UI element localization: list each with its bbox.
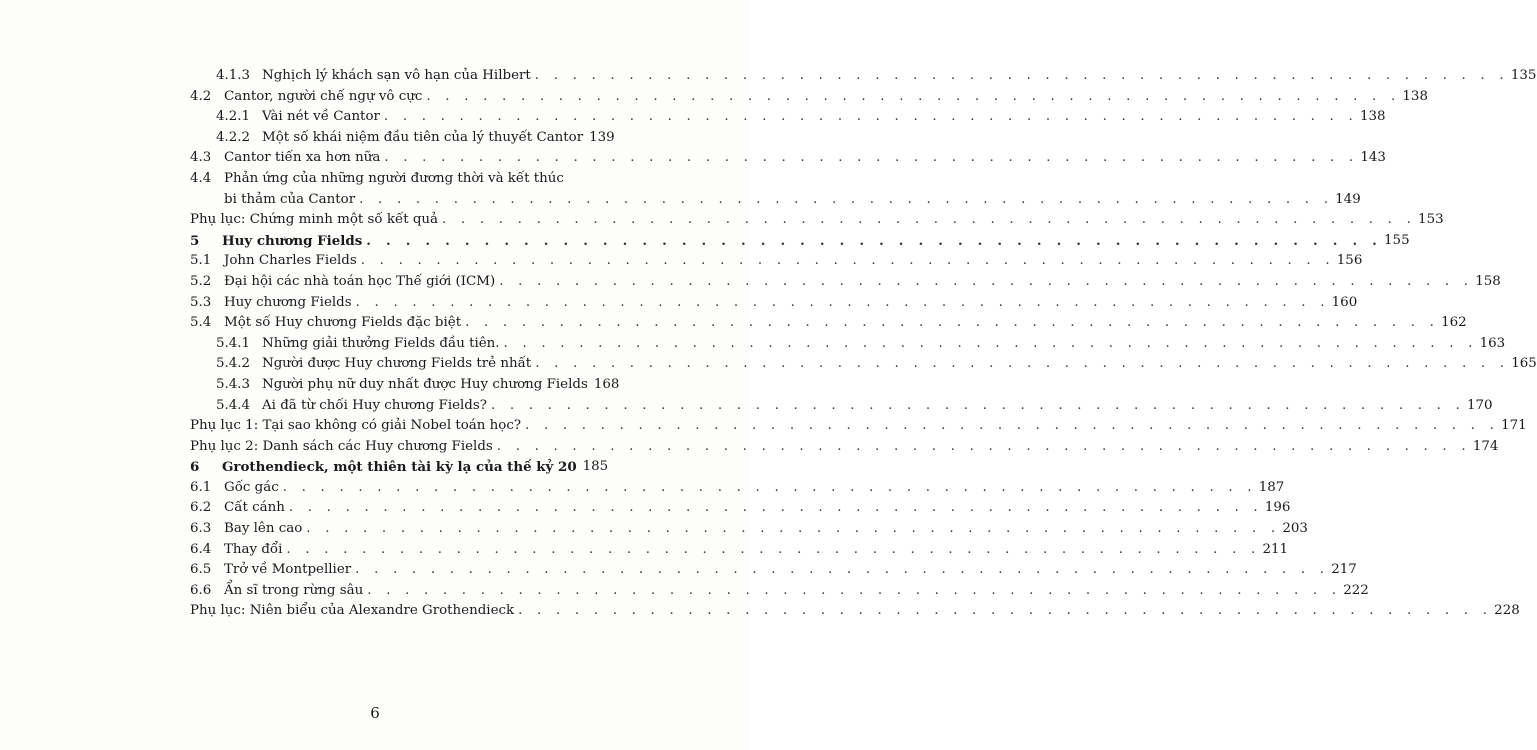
toc-entry-page: 211 [1262,541,1289,557]
toc-entry-number: 5.4.2 [216,356,251,372]
toc-entry [186,396,1493,417]
toc-entry-line [190,416,1527,437]
toc-entry-number: 6.4 [190,541,212,557]
toc-dot-leader [535,354,1509,375]
toc-entry-number: 5 [190,232,200,249]
toc-entry-line [262,354,1537,375]
toc-dot-leader [367,581,1341,602]
toc-dot-leader [361,251,1335,272]
toc-entry-line [224,540,1289,561]
toc-entry-title: Grothendieck, một thiên tài kỳ lạ của thế kỷ 20 [222,459,577,476]
toc-entry-line [224,293,1358,314]
toc-entry-title: Những giải thưởng Fields đầu tiên. [262,335,500,351]
toc-dot-leader [535,66,1509,87]
toc-entry-title: Phụ lục 2: Danh sách các Huy chương Fields [190,438,493,454]
toc-entry-title: Thay đổi [224,541,283,557]
toc-entry-title: Gốc gác [224,479,279,495]
toc-entry-number: 6.6 [190,582,212,598]
toc-entry-page: 158 [1475,273,1501,289]
toc-entry-title: Cantor tiến xa hơn nữa [224,150,381,166]
toc-chapter-entry [186,231,1410,252]
toc-dot-leader [384,107,1358,128]
toc-entry [186,519,1308,540]
toc-entry [186,313,1467,334]
toc-entry-page: 187 [1258,479,1285,495]
toc-dot-leader [286,540,1260,561]
toc-dot-leader [359,190,1333,211]
toc-dot-leader [525,416,1499,437]
toc-dot-leader [356,293,1330,314]
toc-entry-page: 155 [1384,232,1410,248]
toc-dot-leader [442,210,1416,231]
toc-entry [186,251,1363,272]
toc-entry-number: 5.4.1 [216,335,251,351]
toc-entry-page: 196 [1264,500,1291,516]
toc-entry-number: 5.3 [190,294,212,310]
toc-entry-line [262,107,1386,128]
toc-entry-page: 217 [1331,562,1357,578]
toc-entry-number: 5.4.4 [216,397,251,413]
toc-entry-title: Nghịch lý khách sạn vô hạn của Hilbert [262,68,531,83]
toc-entry [186,354,1537,375]
toc-dot-leader [306,519,1280,540]
toc-entry-line [190,601,1520,622]
toc-entry [186,478,1285,499]
toc-entry-number: 6 [190,459,200,476]
toc-entry-number: 6.1 [190,479,212,495]
page-number: 6 [370,704,380,722]
toc-entry-title: Phụ lục: Chứng minh một số kết quả [190,212,439,228]
table-of-contents [186,66,1537,622]
toc-dot-leader [283,478,1257,499]
toc-entry-line [262,66,1537,87]
toc-entry-line [222,231,1410,252]
toc-entry-title: Phản ứng của những người đương thời và kết thúc [224,170,564,186]
toc-entry-number: 5.4.3 [216,376,251,392]
toc-entry-page: 153 [1418,212,1444,228]
toc-entry-page: 174 [1472,438,1499,454]
toc-entry-title: Một số khái niệm đầu tiên của lý thuyết Cantor [262,129,584,145]
toc-entry [186,334,1506,355]
toc-dot-leader [518,601,1492,622]
toc-entry-page: 171 [1501,418,1527,434]
toc-appendix-entry [186,437,1499,458]
toc-entry-line [224,560,1357,581]
toc-entry-line [190,437,1499,458]
toc-chapter-entry [186,457,609,478]
toc-entry-line [224,190,1361,211]
toc-entry-title: Phụ lục 1: Tại sao không có giải Nobel toán học? [190,418,522,434]
toc-entry-page: 170 [1466,397,1493,413]
toc-entry-title: Phụ lục: Niên biểu của Alexandre Grothendieck [190,603,515,619]
toc-entry [186,293,1358,314]
toc-dot-leader [497,437,1471,458]
toc-entry-line [262,396,1493,417]
toc-entry-page: 160 [1331,294,1358,310]
toc-entry-page: 203 [1282,521,1308,537]
toc-entry-title: Người được Huy chương Fields trẻ nhất [262,356,532,372]
toc-entry-line [224,581,1369,602]
toc-entry-number: 6.5 [190,562,212,578]
toc-entry-line [224,498,1291,519]
toc-entry-line [224,87,1428,108]
toc-entry-page: 138 [1402,88,1428,104]
toc-dot-leader [355,560,1329,581]
toc-entry-title: John Charles Fields [224,253,357,269]
toc-entry-page: 228 [1494,603,1520,619]
toc-appendix-entry [186,210,1444,231]
toc-entry [186,128,615,149]
toc-entry-number: 4.3 [190,150,212,166]
toc-entry-number: 4.2.2 [216,129,251,145]
toc-dot-leader [289,498,1263,519]
toc-entry-title: Bay lên cao [224,521,303,537]
toc-entry-line [224,272,1501,293]
toc-entry-number: 5.4 [190,315,212,331]
toc-entry-line [224,148,1386,169]
toc-entry-number: 5.1 [190,253,212,269]
toc-entry-page: 165 [1511,356,1537,372]
toc-dot-leader [366,231,1382,252]
toc-dot-leader [465,313,1439,334]
toc-entry-page: 138 [1359,109,1386,125]
toc-entry [186,540,1289,561]
toc-entry-title: Huy chương Fields [224,294,352,310]
toc-entry [186,148,1386,169]
toc-entry [186,581,1369,602]
toc-entry-number: 6.2 [190,500,212,516]
toc-entry [186,66,1537,87]
toc-entry-line [262,375,620,396]
toc-entry-page: 143 [1360,150,1386,166]
toc-entry-line [224,478,1285,499]
toc-entry-line [224,169,568,190]
toc-entry-line [224,313,1467,334]
toc-entry-title: Người phụ nữ duy nhất được Huy chương Fields [262,376,588,392]
toc-entry-title: Đại hội các nhà toán học Thế giới (ICM) [224,273,496,289]
toc-entry [186,169,584,190]
toc-entry [186,498,1291,519]
toc-entry-number: 4.2.1 [216,109,251,125]
toc-entry [186,107,1386,128]
toc-dot-leader [491,396,1465,417]
toc-entry-line [222,457,609,478]
toc-entry-number: 4.4 [190,170,212,186]
toc-entry-line [190,210,1444,231]
toc-entry-title: Vài nét về Cantor [262,109,380,125]
toc-entry-page: 185 [582,459,609,475]
toc-entry [186,190,1361,211]
toc-entry-page: 139 [589,129,615,145]
toc-dot-leader [499,272,1473,293]
toc-entry-number: 6.3 [190,521,212,537]
toc-entry-page: 163 [1479,335,1506,351]
toc-entry-number: 4.2 [190,88,212,104]
toc-entry-title: Cất cánh [224,500,285,516]
toc-entry-title: bi thảm của Cantor [224,191,356,207]
toc-dot-leader [504,334,1478,355]
toc-entry [186,560,1357,581]
toc-entry-page: 156 [1336,253,1363,269]
toc-entry-page: 149 [1335,191,1361,207]
toc-entry-line [224,251,1363,272]
toc-dot-leader [384,148,1358,169]
toc-appendix-entry [186,601,1520,622]
toc-dot-leader [426,87,1400,108]
toc-entry-page: 168 [593,376,620,392]
toc-entry-title: Một số Huy chương Fields đặc biệt [224,315,462,331]
toc-entry-line [262,128,615,149]
toc-entry-title: Huy chương Fields [222,232,363,249]
toc-entry-number: 5.2 [190,273,212,289]
toc-entry [186,375,620,396]
toc-entry-title: Ai đã từ chối Huy chương Fields? [262,397,487,413]
toc-entry [186,87,1428,108]
toc-entry-page: 162 [1441,315,1467,331]
toc-entry-line [262,334,1506,355]
toc-entry [186,272,1501,293]
toc-entry-page: 222 [1343,582,1369,598]
toc-entry-page: 135 [1510,68,1537,83]
toc-entry-title: Trở về Montpellier [224,562,352,578]
toc-appendix-entry [186,416,1527,437]
toc-entry-title: Cantor, người chế ngự vô cực [224,88,423,104]
toc-entry-title: Ẩn sĩ trong rừng sâu [224,582,364,598]
toc-entry-line [224,519,1308,540]
toc-entry-number: 4.1.3 [216,68,251,83]
